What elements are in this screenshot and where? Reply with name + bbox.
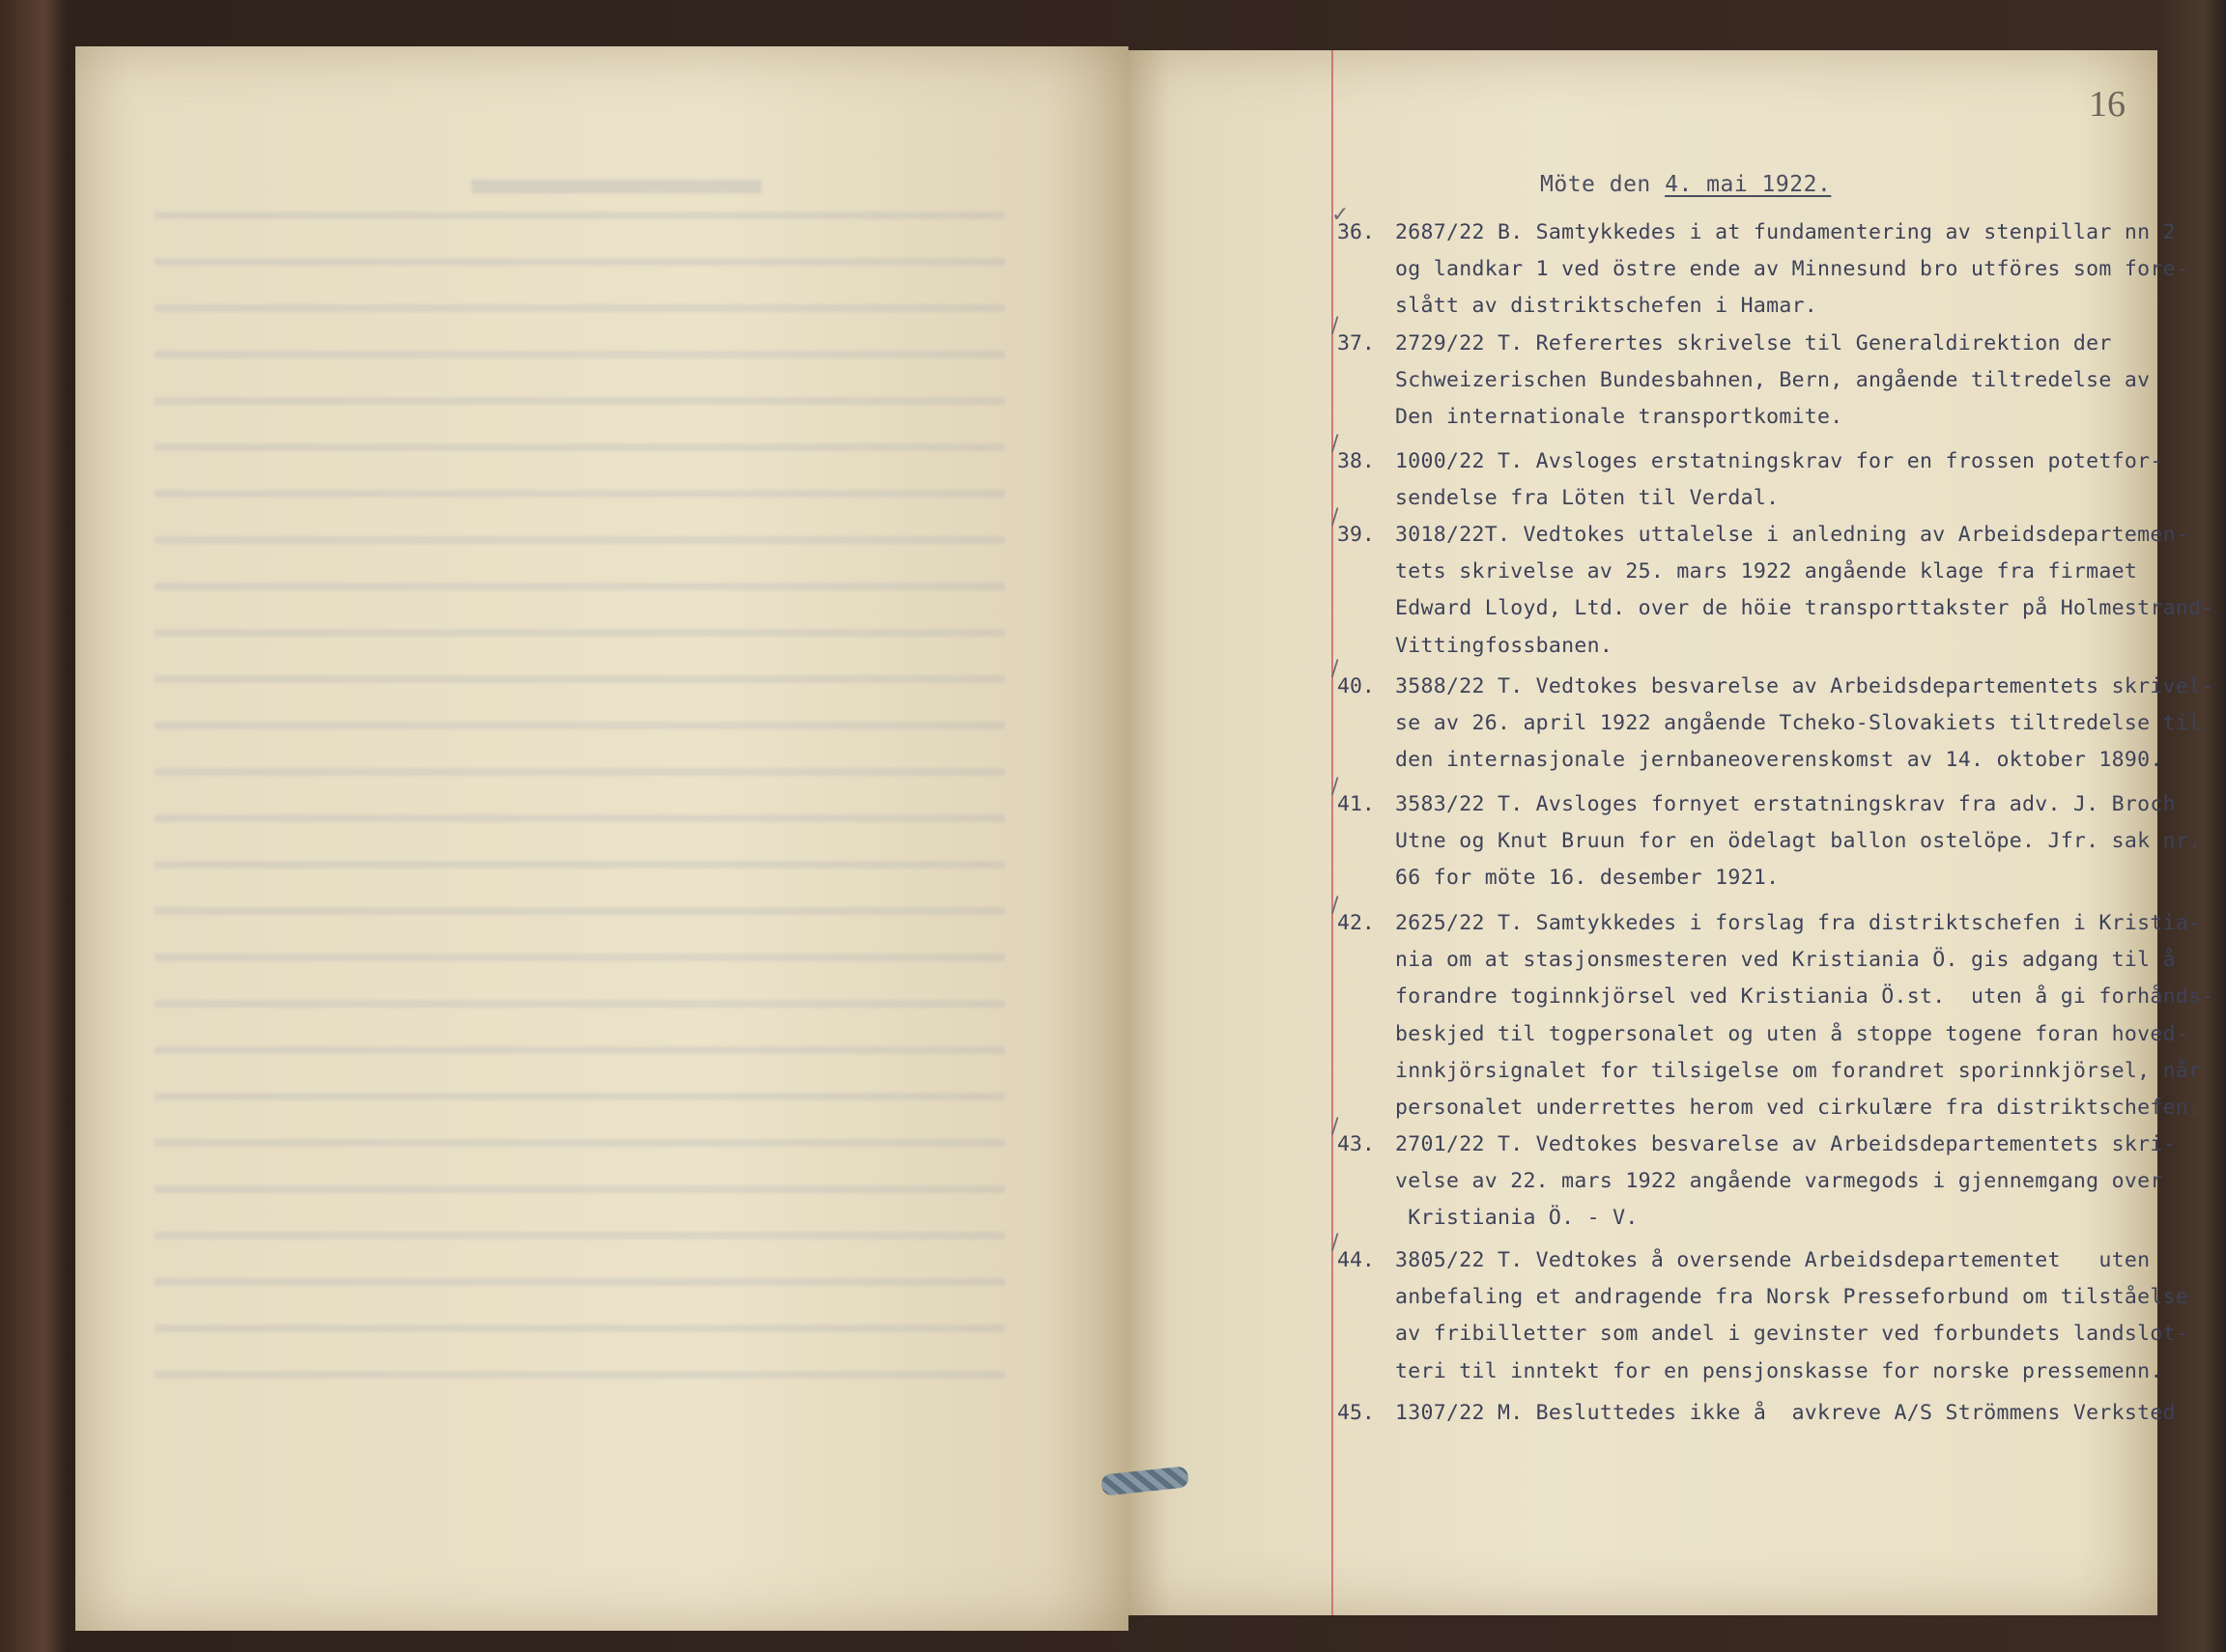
entry-line: Vittingfossbanen. <box>1395 633 1613 658</box>
entry-line: og landkar 1 ved östre ende av Minnesund bro utföres som fore- <box>1395 257 2189 282</box>
entry-line: av fribilletter som andel i gevinster ved forbundets landslot- <box>1395 1322 2189 1347</box>
entry-line: velse av 22. mars 1922 angående varmegods i gjennemgang over <box>1395 1169 2163 1194</box>
entry-line: 3583/22 T. Avsloges fornyet erstatningskrav fra adv. J. Broch <box>1395 792 2176 816</box>
heading-date: 4. mai 1922. <box>1665 172 1832 197</box>
entry-line: se av 26. april 1922 angående Tcheko-Slovakiets tiltredelse til <box>1395 711 2202 736</box>
entry-line: personalet underrettes herom ved cirkulære fra distriktschefen. <box>1395 1096 2202 1120</box>
entry-line: Schweizerischen Bundesbahnen, Bern, angående tiltredelse av <box>1395 368 2151 393</box>
entry-line: Edward Lloyd, Ltd. over de höie transporttakster på Holmestrand- <box>1395 596 2214 621</box>
entry-number: 39. <box>1337 523 1375 547</box>
check-mark-icon: / <box>1331 1115 1339 1139</box>
entry-number: 44. <box>1337 1248 1375 1272</box>
entry-line: nia om at stasjonsmesteren ved Kristiania Ö. gis adgang til å <box>1395 948 2176 973</box>
check-mark-icon: / <box>1331 894 1339 918</box>
left-page-bleed-through-heading <box>471 180 761 193</box>
entry-line: slått av distriktschefen i Hamar. <box>1395 294 1818 319</box>
meeting-heading <box>1540 172 1831 197</box>
check-mark-icon: / <box>1331 314 1339 338</box>
page-number: 16 <box>2089 84 2126 125</box>
entry-number: 42. <box>1337 911 1375 935</box>
left-page-bleed-through-text <box>155 179 1005 1406</box>
entry-line: 1307/22 M. Besluttedes ikke å avkreve A/S Strömmens Verksted <box>1395 1401 2176 1425</box>
check-mark-icon: / <box>1331 657 1339 681</box>
margin-rule <box>1331 50 1333 1615</box>
entry-line: sendelse fra Löten til Verdal. <box>1395 486 1780 511</box>
entry-number: 45. <box>1337 1401 1375 1425</box>
entry-line: anbefaling et andragende fra Norsk Presseforbund om tilståelse <box>1395 1285 2189 1310</box>
entry-number: 41. <box>1337 792 1375 816</box>
entry-line: 2687/22 B. Samtykkedes i at fundamentering av stenpillar nn 2 <box>1395 220 2176 244</box>
check-mark-icon: ✓ <box>1331 203 1350 227</box>
entry-number: 40. <box>1337 674 1375 698</box>
entry-line: 66 for möte 16. desember 1921. <box>1395 866 1780 891</box>
heading-prefix: Möte den <box>1540 172 1666 197</box>
entry-line: innkjörsignalet for tilsigelse om forandret sporinnkjörsel, når <box>1395 1058 2202 1083</box>
entry-line: forandre toginnkjörsel ved Kristiania Ö.st. uten å gi forhånds- <box>1395 984 2214 1010</box>
entry-line: 3805/22 T. Vedtokes å oversende Arbeidsdepartementet uten <box>1395 1248 2151 1272</box>
entry-line: 3018/22T. Vedtokes uttalelse i anledning av Arbeidsdepartemen- <box>1395 523 2189 547</box>
entry-line: tets skrivelse av 25. mars 1922 angående klage fra firmaet <box>1395 559 2138 584</box>
entry-line: 2625/22 T. Samtykkedes i forslag fra distriktschefen i Kristia- <box>1395 911 2202 935</box>
check-mark-icon: / <box>1331 1231 1339 1255</box>
entry-line: Utne og Knut Bruun for en ödelagt ballon ostelöpe. Jfr. sak nr. <box>1395 829 2202 854</box>
entry-number: 38. <box>1337 449 1375 473</box>
entry-line: den internasjonale jernbaneoverenskomst av 14. oktober 1890. <box>1395 748 2163 773</box>
entry-line: Den internationale transportkomite. <box>1395 405 1843 430</box>
check-mark-icon: / <box>1331 775 1339 799</box>
entry-line: Kristiania Ö. - V. <box>1395 1206 1639 1231</box>
check-mark-icon: / <box>1331 432 1339 456</box>
check-mark-icon: / <box>1331 505 1339 529</box>
entry-line: 2701/22 T. Vedtokes besvarelse av Arbeidsdepartementets skri- <box>1395 1132 2176 1156</box>
entry-line: teri til inntekt for en pensjonskasse for norske pressemenn. <box>1395 1358 2163 1383</box>
entry-number: 43. <box>1337 1132 1375 1156</box>
entry-line: beskjed til togpersonalet og uten å stoppe togene foran hoved- <box>1395 1021 2189 1046</box>
entry-number: 36. <box>1337 220 1375 244</box>
entry-line: 1000/22 T. Avsloges erstatningskrav for en frossen potetfor- <box>1395 449 2163 473</box>
entry-number: 37. <box>1337 331 1375 356</box>
entry-line: 2729/22 T. Referertes skrivelse til Generaldirektion der <box>1395 331 2112 356</box>
entry-line: 3588/22 T. Vedtokes besvarelse av Arbeidsdepartementets skrivel- <box>1395 674 2214 698</box>
